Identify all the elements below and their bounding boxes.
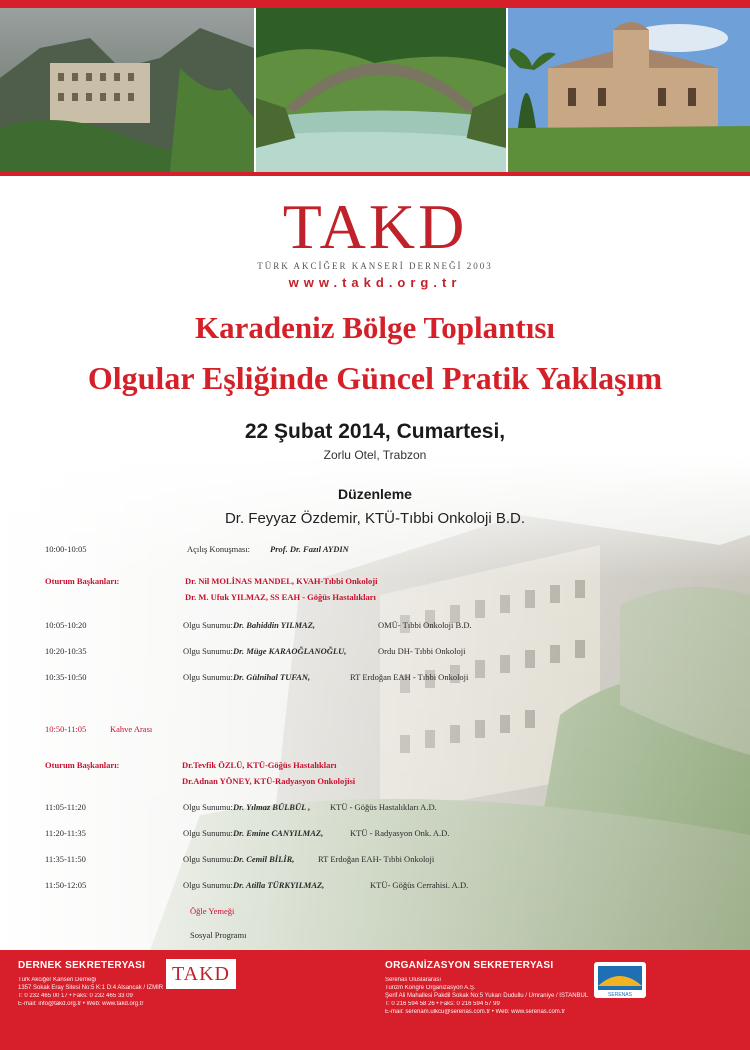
session1-chair-1: Dr. Nil MOLİNAS MANDEL, KVAH-Tıbbi Onkoloji: [185, 576, 378, 586]
footer-takd-logo: TAKD: [166, 959, 236, 989]
organizer-heading: Düzenleme: [338, 486, 412, 502]
serenas-logo-mark: [594, 962, 646, 998]
organizer-name: Dr. Feyyaz Özdemir, KTÜ-Tıbbi Onkoloji B.D.: [224, 510, 526, 527]
s2-talk4-time: 11:50-12:05: [45, 880, 87, 890]
s2-talk2-label: Olgu Sunumu:: [183, 828, 233, 838]
s1-talk2-label: Olgu Sunumu:: [183, 646, 233, 656]
stone-bridge-photo-image: [256, 8, 506, 172]
coffee-break-time: 10:50-11:05: [45, 724, 87, 734]
s2-talk3-time: 11:35-11:50: [45, 854, 86, 864]
event-date: 22 Şubat 2014, Cumartesi,: [244, 420, 506, 443]
footer-band: [0, 950, 750, 1050]
session2-chair-1: Dr.Tevfik ÖZLÜ, KTÜ-Göğüs Hastalıkları: [182, 760, 337, 770]
coffee-break-label: Kahve Arası: [110, 724, 153, 734]
header-photo-strip: [0, 8, 750, 172]
s2-talk2-affil: KTÜ - Radyasyon Onk. A.D.: [350, 828, 450, 838]
organization-line-3: Şerif Ali Mahallesi Pakdil Sokak No:5 Yukarı Dudullu / Ümraniye / İSTANBUL: [385, 993, 589, 999]
s2-talk4-label: Olgu Sunumu:: [183, 880, 233, 890]
s2-talk1-time: 11:05-11:20: [45, 802, 86, 812]
s1-talk1-speaker: Dr. Bahiddin YILMAZ,: [233, 620, 316, 630]
opening-label: Açılış Konuşması:: [187, 544, 251, 554]
organization-secretariat: [385, 960, 735, 1016]
session1-chair-2: Dr. M. Ufuk YILMAZ, SS EAH - Göğüs Hastalıkları: [185, 592, 376, 602]
organization-line-2: Turizm Kongre Organizasyon A.Ş.: [385, 985, 476, 991]
stone-bridge-photo: [254, 8, 508, 172]
event-title-line2: Olgular Eşliğinde Güncel Pratik Yaklaşım: [87, 360, 663, 396]
church-photo-image: [508, 8, 750, 172]
association-line-1: Türk Akciğer Kanseri Derneği: [18, 977, 97, 983]
s1-talk2-affil: Ordu DH- Tıbbi Onkoloji: [378, 646, 466, 656]
s2-talk2-speaker: Dr. Emine CANYILMAZ,: [233, 828, 324, 838]
takd-logo: [0, 191, 750, 290]
association-heading: DERNEK SEKRETERYASI: [18, 960, 146, 971]
organization-heading: ORGANİZASYON SEKRETERYASI: [385, 960, 554, 971]
s1-talk1-affil: OMÜ- Tıbbi Onkoloji B.D.: [378, 620, 472, 630]
serenas-logo: [594, 962, 646, 998]
event-title-line1: Karadeniz Bölge Toplantısı: [194, 310, 555, 345]
social-program-label: Sosyal Programı: [190, 930, 247, 940]
association-line-2: 1357 Sokak Eray Sitesi No:5 K:1 D:4 Alsancak / İZMİR: [18, 985, 164, 991]
s1-talk2-time: 10:20-10:35: [45, 646, 87, 656]
event-venue: Zorlu Otel, Trabzon: [323, 448, 427, 462]
association-line-3: T: 0 232 465 00 17 • Faks: 0 232 465 33 09: [18, 993, 133, 999]
top-red-band: [0, 0, 750, 8]
s1-talk1-label: Olgu Sunumu:: [183, 620, 233, 630]
organization-line-4: T: 0 216 594 58 26 • Faks: 0 216 594 57 99: [385, 1001, 500, 1007]
website-url[interactable]: www.takd.org.tr: [288, 275, 462, 290]
s1-talk2-speaker: Dr. Müge KARAOĞLANOĞLU,: [233, 646, 347, 656]
s1-talk3-speaker: Dr. Gülnihal TUFAN,: [233, 672, 311, 682]
session2-chairs-label: Oturum Başkanları:: [45, 760, 120, 770]
s2-talk3-label: Olgu Sunumu:: [183, 854, 233, 864]
s1-talk3-label: Olgu Sunumu:: [183, 672, 233, 682]
logo-wordmark: TAKD: [282, 191, 468, 262]
s2-talk3-speaker: Dr. Cemil BİLİR,: [233, 854, 295, 864]
opening-time: 10:00-10:05: [45, 544, 87, 554]
organization-line-5[interactable]: E-mail: serenam.ulkcu@serenas.com.tr • Web: www.serenas.com.tr: [385, 1009, 566, 1015]
s2-talk1-speaker: Dr. Yılmaz BÜLBÜL ,: [233, 802, 311, 812]
s1-talk3-affil: RT Erdoğan EAH - Tıbbi Onkoloji: [350, 672, 469, 682]
monastery-photo-image: [0, 8, 254, 172]
association-line-4[interactable]: E-mail: info@takd.org.tr • Web: www.takd.org.tr: [18, 1001, 144, 1007]
session2-chair-2: Dr.Adnan YÖNEY, KTÜ-Radyasyon Onkolojisi: [182, 776, 356, 786]
s2-talk4-speaker: Dr. Atilla TÜRKYILMAZ,: [233, 880, 325, 890]
header-red-rule: [0, 172, 750, 176]
s2-talk3-affil: RT Erdoğan EAH- Tıbbi Onkoloji: [318, 854, 435, 864]
monastery-photo: [0, 8, 254, 172]
opening-speaker: Prof. Dr. Fazıl AYDIN: [270, 544, 349, 554]
s2-talk1-affil: KTÜ - Göğüs Hastalıkları A.D.: [330, 802, 437, 812]
s2-talk2-time: 11:20-11:35: [45, 828, 86, 838]
organization-line-1: Serenas Uluslararası: [385, 977, 442, 983]
church-photo: [508, 8, 750, 172]
s2-talk4-affil: KTÜ- Göğüs Cerrahisi. A.D.: [370, 880, 469, 890]
faded-monastery-background: [0, 455, 750, 950]
session1-chairs-label: Oturum Başkanları:: [45, 576, 120, 586]
lunch-label: Öğle Yemeği: [190, 906, 235, 916]
s2-talk1-label: Olgu Sunumu:: [183, 802, 233, 812]
s1-talk1-time: 10:05-10:20: [45, 620, 87, 630]
s1-talk3-time: 10:35-10:50: [45, 672, 87, 682]
logo-subtitle: TÜRK AKCİĞER KANSERİ DERNEĞİ 2003: [257, 261, 493, 271]
serenas-logo-text: SERENAS: [608, 992, 632, 998]
